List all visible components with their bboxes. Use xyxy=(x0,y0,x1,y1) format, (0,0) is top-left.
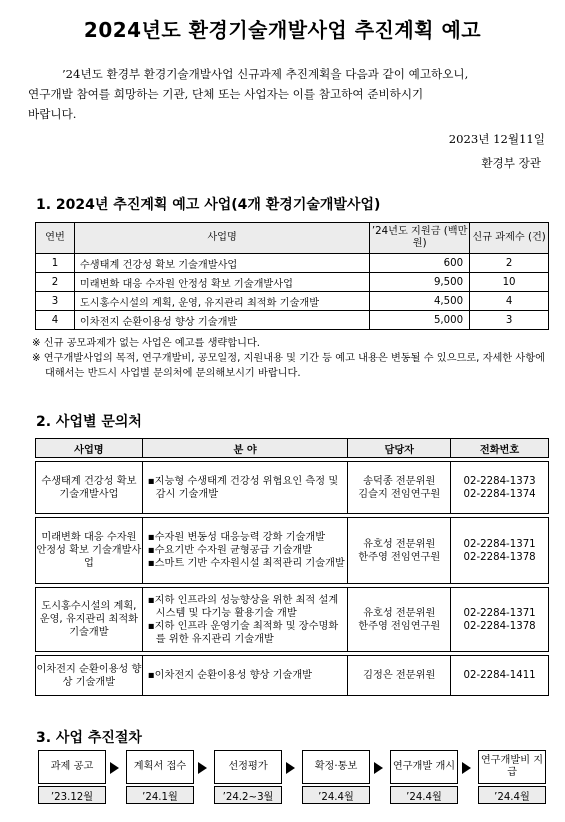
phone: 02-2284-1378 xyxy=(463,551,536,563)
program-fields xyxy=(142,518,348,584)
contact-phones xyxy=(451,462,549,514)
arrow-right-icon xyxy=(374,762,383,774)
program-name: 이차전지 순환이용성 향상 기술개발 xyxy=(36,656,143,696)
person: 김슬지 전임연구원 xyxy=(358,488,441,500)
phone: 02-2284-1371 xyxy=(463,607,536,619)
intro-line: 연구개발 참여를 희망하는 기관, 단체 또는 사업자는 이를 참고하여 준비하시기 xyxy=(28,87,424,101)
step-when: ’24.2~3월 xyxy=(214,786,282,804)
program-fields xyxy=(142,588,348,652)
phone: 02-2284-1371 xyxy=(463,538,536,550)
contact-persons xyxy=(348,518,451,584)
header-name: 사업명 xyxy=(74,223,369,254)
row-no: 4 xyxy=(36,311,75,330)
contact-table xyxy=(35,438,549,696)
row-no: 3 xyxy=(36,292,75,311)
contact-persons xyxy=(348,656,451,696)
intro-paragraph xyxy=(28,64,548,124)
step-label: 선정평가 xyxy=(214,750,282,784)
process-step xyxy=(38,750,106,804)
process-step xyxy=(478,750,546,804)
phone: 02-2284-1411 xyxy=(463,670,536,681)
contact-phones xyxy=(451,588,549,652)
process-flow xyxy=(38,750,550,810)
intro-line: ’24년도 환경부 환경기술개발사업 신규과제 추진계획을 다음과 같이 예고하오니, xyxy=(62,67,469,81)
person: 한주영 전임연구원 xyxy=(358,551,441,563)
step-label: 연구개발비 지급 xyxy=(478,750,546,784)
person: 김정은 전문위원 xyxy=(363,670,436,681)
program-name: 수생태계 건강성 확보 기술개발사업 xyxy=(36,462,143,514)
process-step xyxy=(390,750,458,804)
contact-phones xyxy=(451,656,549,696)
table-row xyxy=(36,311,549,330)
contact-persons xyxy=(348,588,451,652)
notice-date: 2023년 12월11일 xyxy=(448,132,545,146)
table-row xyxy=(36,518,549,584)
phone: 02-2284-1378 xyxy=(463,620,536,632)
table-row xyxy=(36,273,549,292)
step-label: 확정·통보 xyxy=(302,750,370,784)
program-name: 미래변화 대응 수자원 안정성 확보 기술개발사업 xyxy=(36,518,143,584)
intro-line: 바랍니다. xyxy=(28,107,77,121)
contact-persons xyxy=(348,462,451,514)
field-item: ▪스마트 기반 수자원시설 최적관리 기술개발 xyxy=(147,558,345,569)
row-budget: 600 xyxy=(370,254,470,273)
notes xyxy=(32,336,554,381)
phone: 02-2284-1374 xyxy=(463,488,536,500)
table-header-row xyxy=(36,223,549,254)
field-item: ▪수요기반 수자원 균형공급 기술개발 xyxy=(147,545,313,556)
table-row xyxy=(36,588,549,652)
header-name: 사업명 xyxy=(36,439,143,458)
phone: 02-2284-1373 xyxy=(463,475,536,487)
process-step xyxy=(302,750,370,804)
step-label: 과제 공고 xyxy=(38,750,106,784)
row-count: 10 xyxy=(470,273,549,292)
row-no: 2 xyxy=(36,273,75,292)
table-row xyxy=(36,292,549,311)
header-field: 분 야 xyxy=(142,439,348,458)
step-when: ’24.4월 xyxy=(390,786,458,804)
arrow-right-icon xyxy=(462,762,471,774)
row-name: 미래변화 대응 수자원 안정성 확보 기술개발사업 xyxy=(74,273,369,292)
table-row xyxy=(36,656,549,696)
row-budget: 4,500 xyxy=(370,292,470,311)
section3-heading: 3. 사업 추진절차 xyxy=(36,730,142,746)
step-label: 계획서 접수 xyxy=(126,750,194,784)
table-header-row xyxy=(36,439,549,458)
arrow-right-icon xyxy=(286,762,295,774)
step-label: 연구개발 개시 xyxy=(390,750,458,784)
field-item: ▪이차전지 순환이용성 향상 기술개발 xyxy=(147,670,313,681)
contact-phones xyxy=(451,518,549,584)
person: 한주영 전임연구원 xyxy=(358,620,441,632)
row-name: 도시홍수시설의 계획, 운영, 유지관리 최적화 기술개발 xyxy=(74,292,369,311)
header-budget: ’24년도 지원금 (백만원) xyxy=(370,223,470,254)
program-fields xyxy=(142,656,348,696)
note: ※ 연구개발사업의 목적, 연구개발비, 공모일정, 지원내용 및 기간 등 예고 내용은 변동될 수 있으므로, 자세한 사항에 대해서는 반드시 사업별 문의처에 문의해보시기 바랍니다. xyxy=(32,353,545,379)
field-item: ▪지하 인프라의 성능향상을 위한 최적 설계 시스템 및 다기능 활용기술 개발 xyxy=(147,594,339,619)
table-row xyxy=(36,254,549,273)
row-no: 1 xyxy=(36,254,75,273)
header-count: 신규 과제수 (건) xyxy=(470,223,549,254)
page-title: 2024년도 환경기술개발사업 추진계획 예고 xyxy=(83,18,482,42)
row-budget: 5,000 xyxy=(370,311,470,330)
row-count: 2 xyxy=(470,254,549,273)
step-when: ’24.4월 xyxy=(302,786,370,804)
note: ※ 신규 공모과제가 없는 사업은 예고를 생략합니다. xyxy=(32,338,261,349)
step-when: ’24.4월 xyxy=(478,786,546,804)
header-no: 연번 xyxy=(36,223,75,254)
process-step xyxy=(214,750,282,804)
person: 유호성 전문위원 xyxy=(363,538,436,550)
field-item: ▪수자원 변동성 대응능력 강화 기술개발 xyxy=(147,532,326,543)
arrow-right-icon xyxy=(110,762,119,774)
field-item: ▪지하 인프라 운영기술 최적화 및 장수명화를 위한 유지관리 기술개발 xyxy=(147,620,339,645)
row-count: 3 xyxy=(470,311,549,330)
section2-heading: 2. 사업별 문의처 xyxy=(36,414,142,430)
person: 유호성 전문위원 xyxy=(363,607,436,619)
program-name: 도시홍수시설의 계획, 운영, 유지관리 최적화 기술개발 xyxy=(36,588,143,652)
step-when: ’23.12월 xyxy=(38,786,106,804)
program-fields xyxy=(142,462,348,514)
field-item: ▪지능형 수생태계 건강성 위협요인 측정 및 감시 기술개발 xyxy=(147,475,339,500)
person: 송덕종 전문위원 xyxy=(363,475,436,487)
arrow-right-icon xyxy=(198,762,207,774)
process-step xyxy=(126,750,194,804)
section1-heading: 1. 2024년 추진계획 예고 사업(4개 환경기술개발사업) xyxy=(36,197,381,213)
row-count: 4 xyxy=(470,292,549,311)
row-name: 수생태계 건강성 확보 기술개발사업 xyxy=(74,254,369,273)
step-when: ’24.1월 xyxy=(126,786,194,804)
row-budget: 9,500 xyxy=(370,273,470,292)
issuer: 환경부 장관 xyxy=(481,156,541,170)
row-name: 이차전지 순환이용성 향상 기술개발 xyxy=(74,311,369,330)
header-phone: 전화번호 xyxy=(451,439,549,458)
header-person: 담당자 xyxy=(348,439,451,458)
table-row xyxy=(36,462,549,514)
plan-table xyxy=(35,222,549,330)
